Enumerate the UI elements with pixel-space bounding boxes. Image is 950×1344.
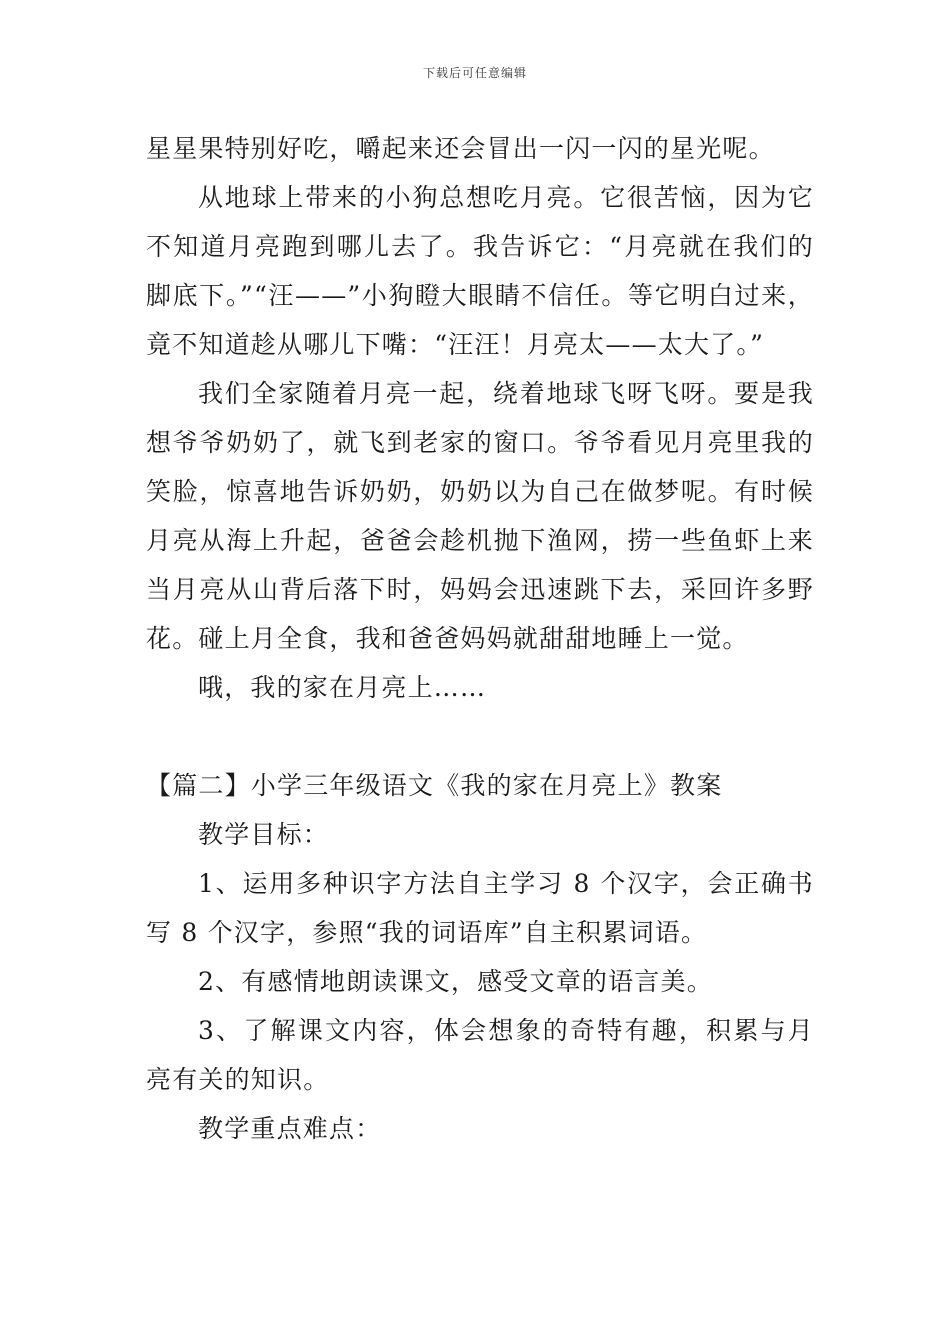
paragraph-ending: 哦，我的家在月亮上……: [198, 673, 487, 702]
paragraph-continuation: 星星果特别好吃，嚼起来还会冒出一闪一闪的星光呢。: [146, 134, 775, 163]
objective-item-3: 3、了解课文内容，体会想象的奇特有趣，积累与月亮有关的知识。: [146, 1016, 814, 1094]
objective-item-1: 1、运用多种识字方法自主学习 8 个汉字，会正确书写 8 个汉字，参照“我的词语库”自主积累词语。: [146, 869, 814, 947]
section-spacer: [146, 712, 814, 761]
key-points-label: 教学重点难点：: [198, 1114, 382, 1143]
paragraph-dog: 从地球上带来的小狗总想吃月亮。它很苦恼，因为它不知道月亮跑到哪儿去了。我告诉它：“月亮就在我们的脚底下。”“汪——”小狗瞪大眼睛不信任。等它明白过来，竟不知道趁从哪儿下嘴：“汪汪！月亮太——太大了。”: [146, 183, 814, 359]
objectives-label: 教学目标：: [198, 820, 330, 849]
section-heading: 【篇二】小学三年级语文《我的家在月亮上》教案: [146, 771, 723, 800]
objective-item-2: 2、有感情地朗读课文，感受文章的语言美。: [198, 967, 713, 996]
page-header-note: 下载后可任意编辑: [422, 66, 527, 80]
document-body: [146, 124, 814, 1153]
paragraph-family: 我们全家随着月亮一起，绕着地球飞呀飞呀。要是我想爷爷奶奶了，就飞到老家的窗口。爷爷看见月亮里我的笑脸，惊喜地告诉奶奶，奶奶以为自己在做梦呢。有时候月亮从海上升起，爸爸会趁机抛下渔网，捞一些鱼虾上来当月亮从山背后落下时，妈妈会迅速跳下去，采回许多野花。碰上月全食，我和爸爸妈妈就甜甜地睡上一觉。: [146, 379, 814, 653]
